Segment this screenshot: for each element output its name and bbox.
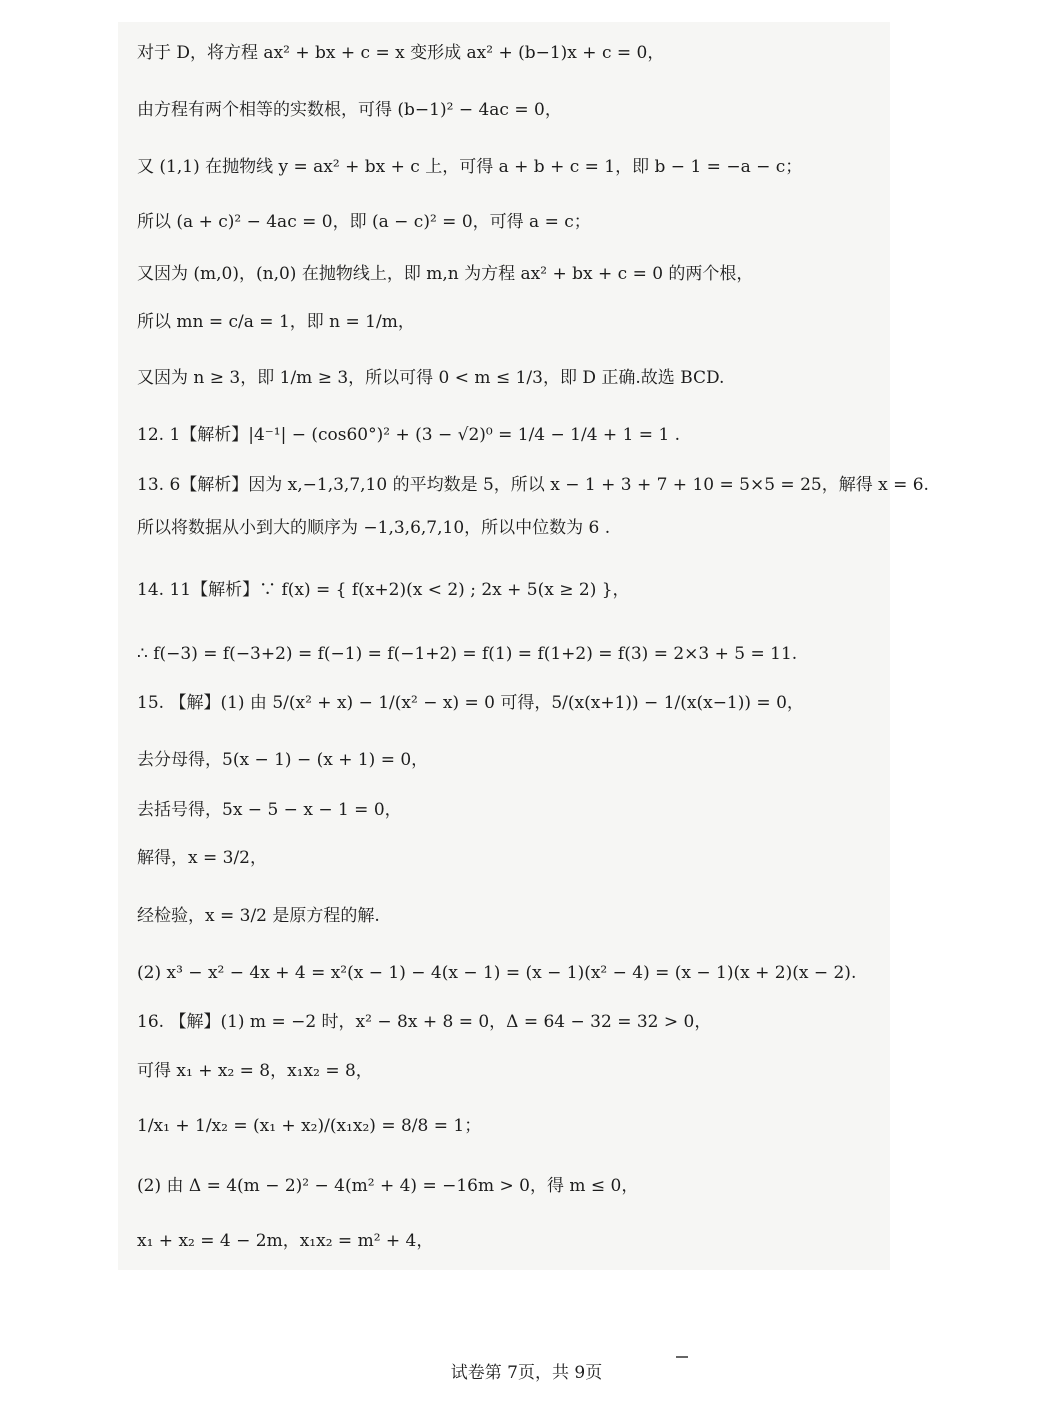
- text-line: (2) x³ − x² − 4x + 4 = x²(x − 1) − 4(x − 1) = (x − 1)(x² − 4) = (x − 1)(x + 2)(x − 2).: [137, 963, 857, 983]
- text-line: 1/x₁ + 1/x₂ = (x₁ + x₂)/(x₁x₂) = 8/8 = 1；: [137, 1116, 482, 1136]
- text-line: 15. 【解】(1) 由 5/(x² + x) − 1/(x² − x) = 0 可得，5/(x(x+1)) − 1/(x(x−1)) = 0，: [137, 693, 804, 713]
- text-line: 12. 1【解析】|4⁻¹| − (cos60°)² + (3 − √2)⁰ = 1/4 − 1/4 + 1 = 1 .: [137, 425, 681, 445]
- text-line: 去分母得，5(x − 1) − (x + 1) = 0，: [137, 750, 429, 770]
- text-line: 由方程有两个相等的实数根，可得 (b−1)² − 4ac = 0，: [137, 100, 562, 120]
- text-line: 解得，x = 3/2，: [137, 848, 267, 868]
- text-line: 经检验，x = 3/2 是原方程的解.: [137, 906, 380, 926]
- text-line: 所以 (a + c)² − 4ac = 0，即 (a − c)² = 0，可得 a = c；: [137, 212, 591, 232]
- text-line: 对于 D，将方程 ax² + bx + c = x 变形成 ax² + (b−1)x + c = 0，: [137, 43, 665, 63]
- text-line: 所以 mn = c/a = 1，即 n = 1/m，: [137, 312, 415, 332]
- text-line: 14. 11【解析】∵ f(x) = { f(x+2)(x < 2) ; 2x + 5(x ≥ 2) }，: [137, 580, 630, 600]
- text-line: ∴ f(−3) = f(−3+2) = f(−1) = f(−1+2) = f(1) = f(1+2) = f(3) = 2×3 + 5 = 11.: [137, 644, 798, 664]
- text-line: 又因为 n ≥ 3，即 1/m ≥ 3，所以可得 0 < m ≤ 1/3，即 D 正确.故选 BCD.: [137, 368, 725, 388]
- page-footer: 试卷第 7页，共 9页: [450, 1363, 603, 1383]
- text-line: (2) 由 Δ = 4(m − 2)² − 4(m² + 4) = −16m > 0，得 m ≤ 0，: [137, 1176, 639, 1196]
- text-line: 16. 【解】(1) m = −2 时，x² − 8x + 8 = 0，Δ = 64 − 32 = 32 > 0，: [137, 1012, 712, 1032]
- text-line: 所以将数据从小到大的顺序为 −1,3,6,7,10，所以中位数为 6 .: [137, 518, 611, 538]
- text-line: 13. 6【解析】因为 x,−1,3,7,10 的平均数是 5，所以 x − 1 + 3 + 7 + 10 = 5×5 = 25，解得 x = 6.: [137, 475, 929, 495]
- text-line: x₁ + x₂ = 4 − 2m，x₁x₂ = m² + 4，: [137, 1231, 434, 1251]
- text-line: 又因为 (m,0)，(n,0) 在抛物线上，即 m,n 为方程 ax² + bx + c = 0 的两个根，: [137, 264, 754, 284]
- text-line: 可得 x₁ + x₂ = 8，x₁x₂ = 8，: [137, 1061, 373, 1081]
- text-line: 又 (1,1) 在抛物线 y = ax² + bx + c 上，可得 a + b + c = 1，即 b − 1 = −a − c；: [137, 157, 803, 177]
- text-line: 去括号得，5x − 5 − x − 1 = 0，: [137, 800, 402, 820]
